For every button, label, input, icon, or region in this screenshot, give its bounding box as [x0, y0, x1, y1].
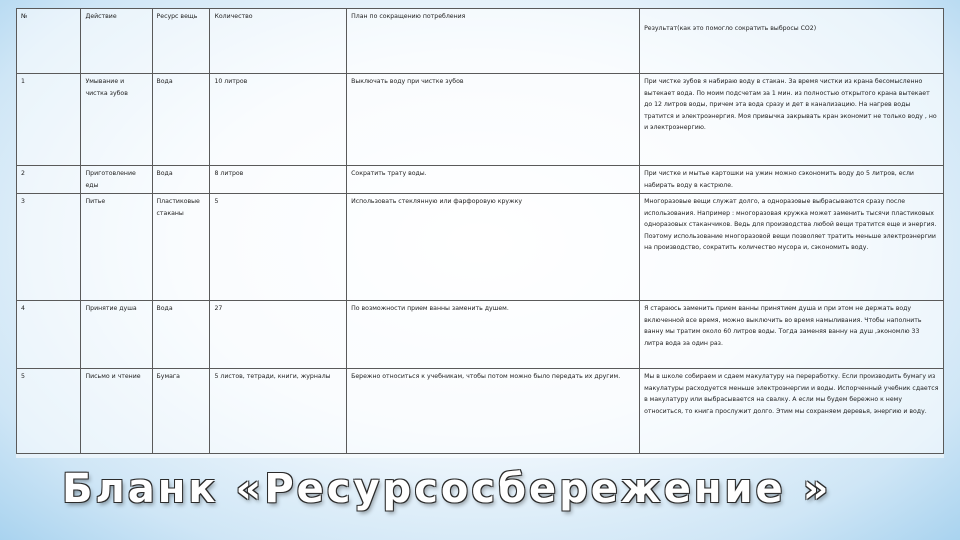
table-row [17, 194, 944, 301]
table-row [17, 369, 944, 454]
table-row [17, 166, 944, 194]
cell-num: 3 [17, 194, 81, 301]
cell-quantity: 10 литров [210, 74, 347, 166]
cell-result: При чистке зубов я набираю воду в стакан. За время чистки из крана бесомысленно вытекает вода. По моим подсчетам за 1 мин. из полностью открытого крана вытекает до 12 литров воды, причем эта вода сразу и дет в канализацию. На нагрев воды тратится и электроэнергия. Моя привычка закрывать кран экономит не только воду , но и электроэнергию. [640, 74, 944, 166]
cell-num: 1 [17, 74, 81, 166]
cell-quantity: 5 листов, тетради, книги, журналы [210, 369, 347, 454]
header-resource: Ресурс вещь [152, 9, 210, 74]
cell-resource: Пластиковые стаканы [152, 194, 210, 301]
page-title: Бланк «Ресурсосбережение » [62, 466, 832, 512]
cell-action: Приготовление еды [81, 166, 152, 194]
cell-plan: По возможности прием ванны заменить душем. [347, 301, 640, 369]
cell-action: Умывание и чистка зубов [81, 74, 152, 166]
cell-quantity: 8 литров [210, 166, 347, 194]
header-num: № [17, 9, 81, 74]
cell-action: Письмо и чтение [81, 369, 152, 454]
cell-action: Принятие душа [81, 301, 152, 369]
cell-result: Я стараюсь заменить прием ванны принятием душа и при этом не держать воду включенной все время, можно выключить во время намыливания. Чтобы наполнить ванну мы тратим около 60 литров воды. Тогда заменяя ванну на душ ,экономлю 33 литра вода за один раз. [640, 301, 944, 369]
cell-plan: Бережно относиться к учебникам, чтобы потом можно было передать их другим. [347, 369, 640, 454]
cell-plan: Использовать стеклянную или фарфоровую кружку [347, 194, 640, 301]
cell-resource: Вода [152, 74, 210, 166]
table-header-row [17, 9, 944, 74]
header-result: Результат(как это помогло сократить выбросы СО2) [640, 9, 944, 74]
cell-quantity: 27 [210, 301, 347, 369]
table-row [17, 301, 944, 369]
table-row [17, 74, 944, 166]
cell-resource: Вода [152, 166, 210, 194]
header-plan: План по сокращению потребления [347, 9, 640, 74]
cell-result: Многоразовые вещи служат долго, а одноразовые выбрасываются сразу после использования. Например : многоразовая кружка может заменить тысячи пластиковых одноразовых стаканчиков. Ведь для производства любой вещи тратится еще и энергия. Поэтому использование многоразовой вещи позволяет тратить меньше электроэнергии на производство, сократить количество мусора и, сэкономить воду. [640, 194, 944, 301]
cell-plan: Выключать воду при чистке зубов [347, 74, 640, 166]
cell-resource: Бумага [152, 369, 210, 454]
cell-quantity: 5 [210, 194, 347, 301]
header-action: Действие [81, 9, 152, 74]
cell-result: Мы в школе собираем и сдаем макулатуру на переработку. Если производить бумагу из макулатуры расходуется меньше электроэнергии и воды. Испорченный учебник сдается в макулатуру или выбрасывается на свалку. А если мы будем бережно к нему относиться, то книга прослужит долго. Этим мы сохраняем деревья, энергию и воду. [640, 369, 944, 454]
cell-result: При чистке и мытье картошки на ужин можно сэкономить воду до 5 литров, если набирать воду в кастрюле. [640, 166, 944, 194]
cell-resource: Вода [152, 301, 210, 369]
cell-num: 4 [17, 301, 81, 369]
cell-plan: Сократить трату воды. [347, 166, 640, 194]
cell-num: 2 [17, 166, 81, 194]
header-quantity: Количество [210, 9, 347, 74]
resource-saving-table [16, 8, 944, 454]
cell-num: 5 [17, 369, 81, 454]
cell-action: Питье [81, 194, 152, 301]
